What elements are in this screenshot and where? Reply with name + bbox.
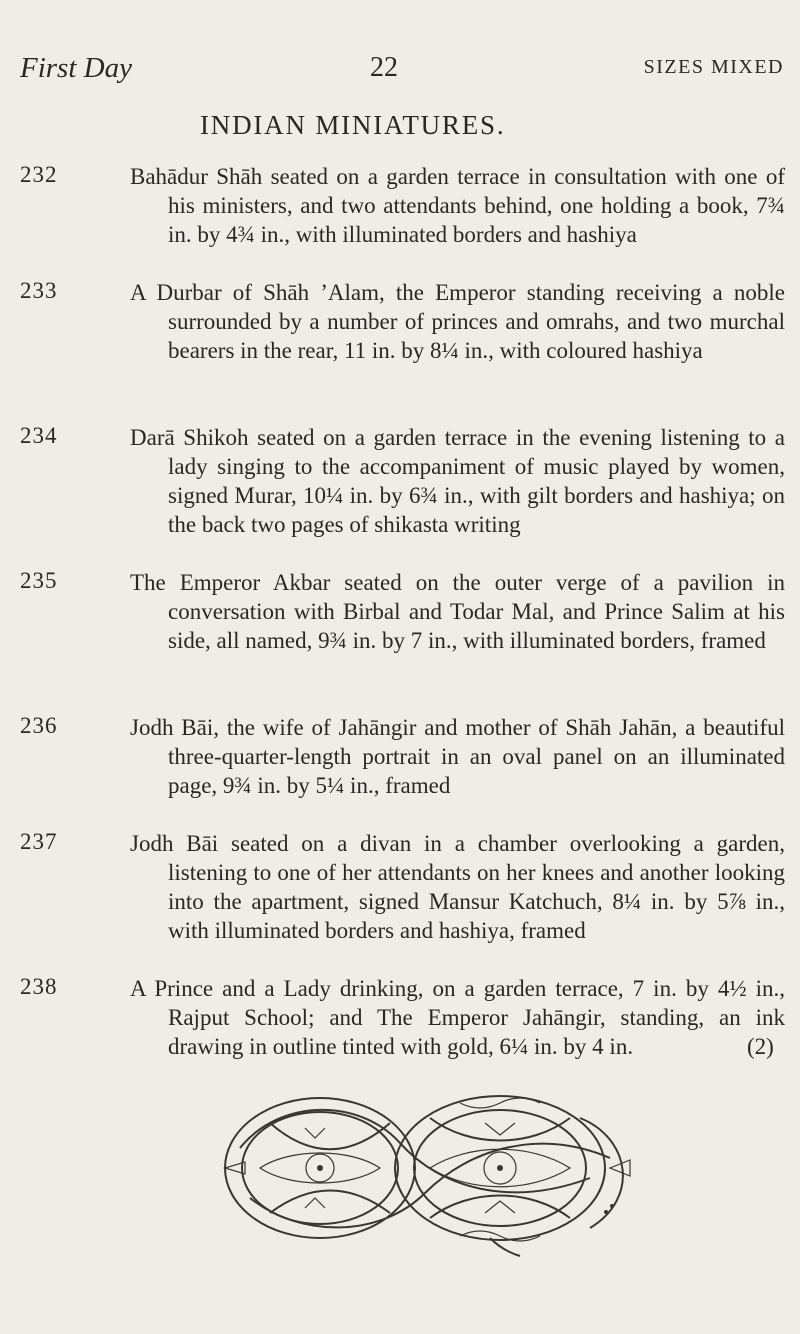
lot-description: The Emperor Akbar seated on the outer verge of a pavilion in conversation with Birbal and Todar Mal, and Prince Salim at his side, all named, 9¾ in. by 7 in., with illuminated borders, framed (130, 570, 785, 653)
lot-description: Jodh Bāi seated on a divan in a chamber overlooking a garden, listening to one of her attendants on her knees and another looking into the apartment, signed Mansur Katchuch, 8¼ in. by 5⅞ in., with illuminated borders and hashiya, framed (130, 831, 785, 943)
lot-description: Darā Shikoh seated on a garden terrace in the evening listening to a lady singing to the accompaniment of music played by women, signed Murar, 10¼ in. by 6¾ in., with gilt borders and hashiya; on the back two pages of shikasta writing (130, 425, 785, 537)
lot-description-text: A Prince and a Lady drinking, on a garden terrace, 7 in. by 4½ in., Rajput School; and The Emperor Jahāngir, standing, an ink drawing in outline tinted with gold, 6¼ in. by 4 in. (130, 976, 785, 1059)
decorative-tailpiece-ornament (210, 1088, 670, 1258)
running-head (20, 52, 784, 88)
lot-description: A Prince and a Lady drinking, on a garden terrace, 7 in. by 4½ in., Rajput School; and The Emperor Jahāngir, standing, an ink drawing in outline tinted with gold, 6¼ in. by 4 in. (2) (130, 976, 785, 1059)
lot-number: 236 (20, 713, 58, 738)
sale-note: SIZES MIXED (643, 56, 784, 78)
lot-number: 235 (20, 568, 58, 593)
day-label: First Day (20, 52, 132, 84)
lot-number: 238 (20, 974, 58, 999)
lot-number: 232 (20, 162, 58, 187)
lot-number: 237 (20, 829, 58, 854)
lot-number: 233 (20, 278, 58, 303)
lot-description: Bahādur Shāh seated on a garden terrace in consultation with one of his ministers, and two attendants behind, one holding a book, 7¾ in. by 4¾ in., with illuminated borders and hashiya (130, 164, 785, 247)
lot-description: Jodh Bāi, the wife of Jahāngir and mother of Shāh Jahān, a beautiful three-quarter-length portrait in an oval panel on an illuminated page, 9¾ in. by 5¼ in., framed (130, 715, 785, 798)
section-title: INDIAN MINIATURES. (200, 110, 506, 140)
lot-description: A Durbar of Shāh ’Alam, the Emperor standing receiving a noble surrounded by a number of princes and omrahs, and two murchal bearers in the rear, 11 in. by 8¼ in., with coloured hashiya (130, 280, 785, 363)
lot-number: 234 (20, 423, 58, 448)
page-number: 22 (370, 52, 398, 83)
